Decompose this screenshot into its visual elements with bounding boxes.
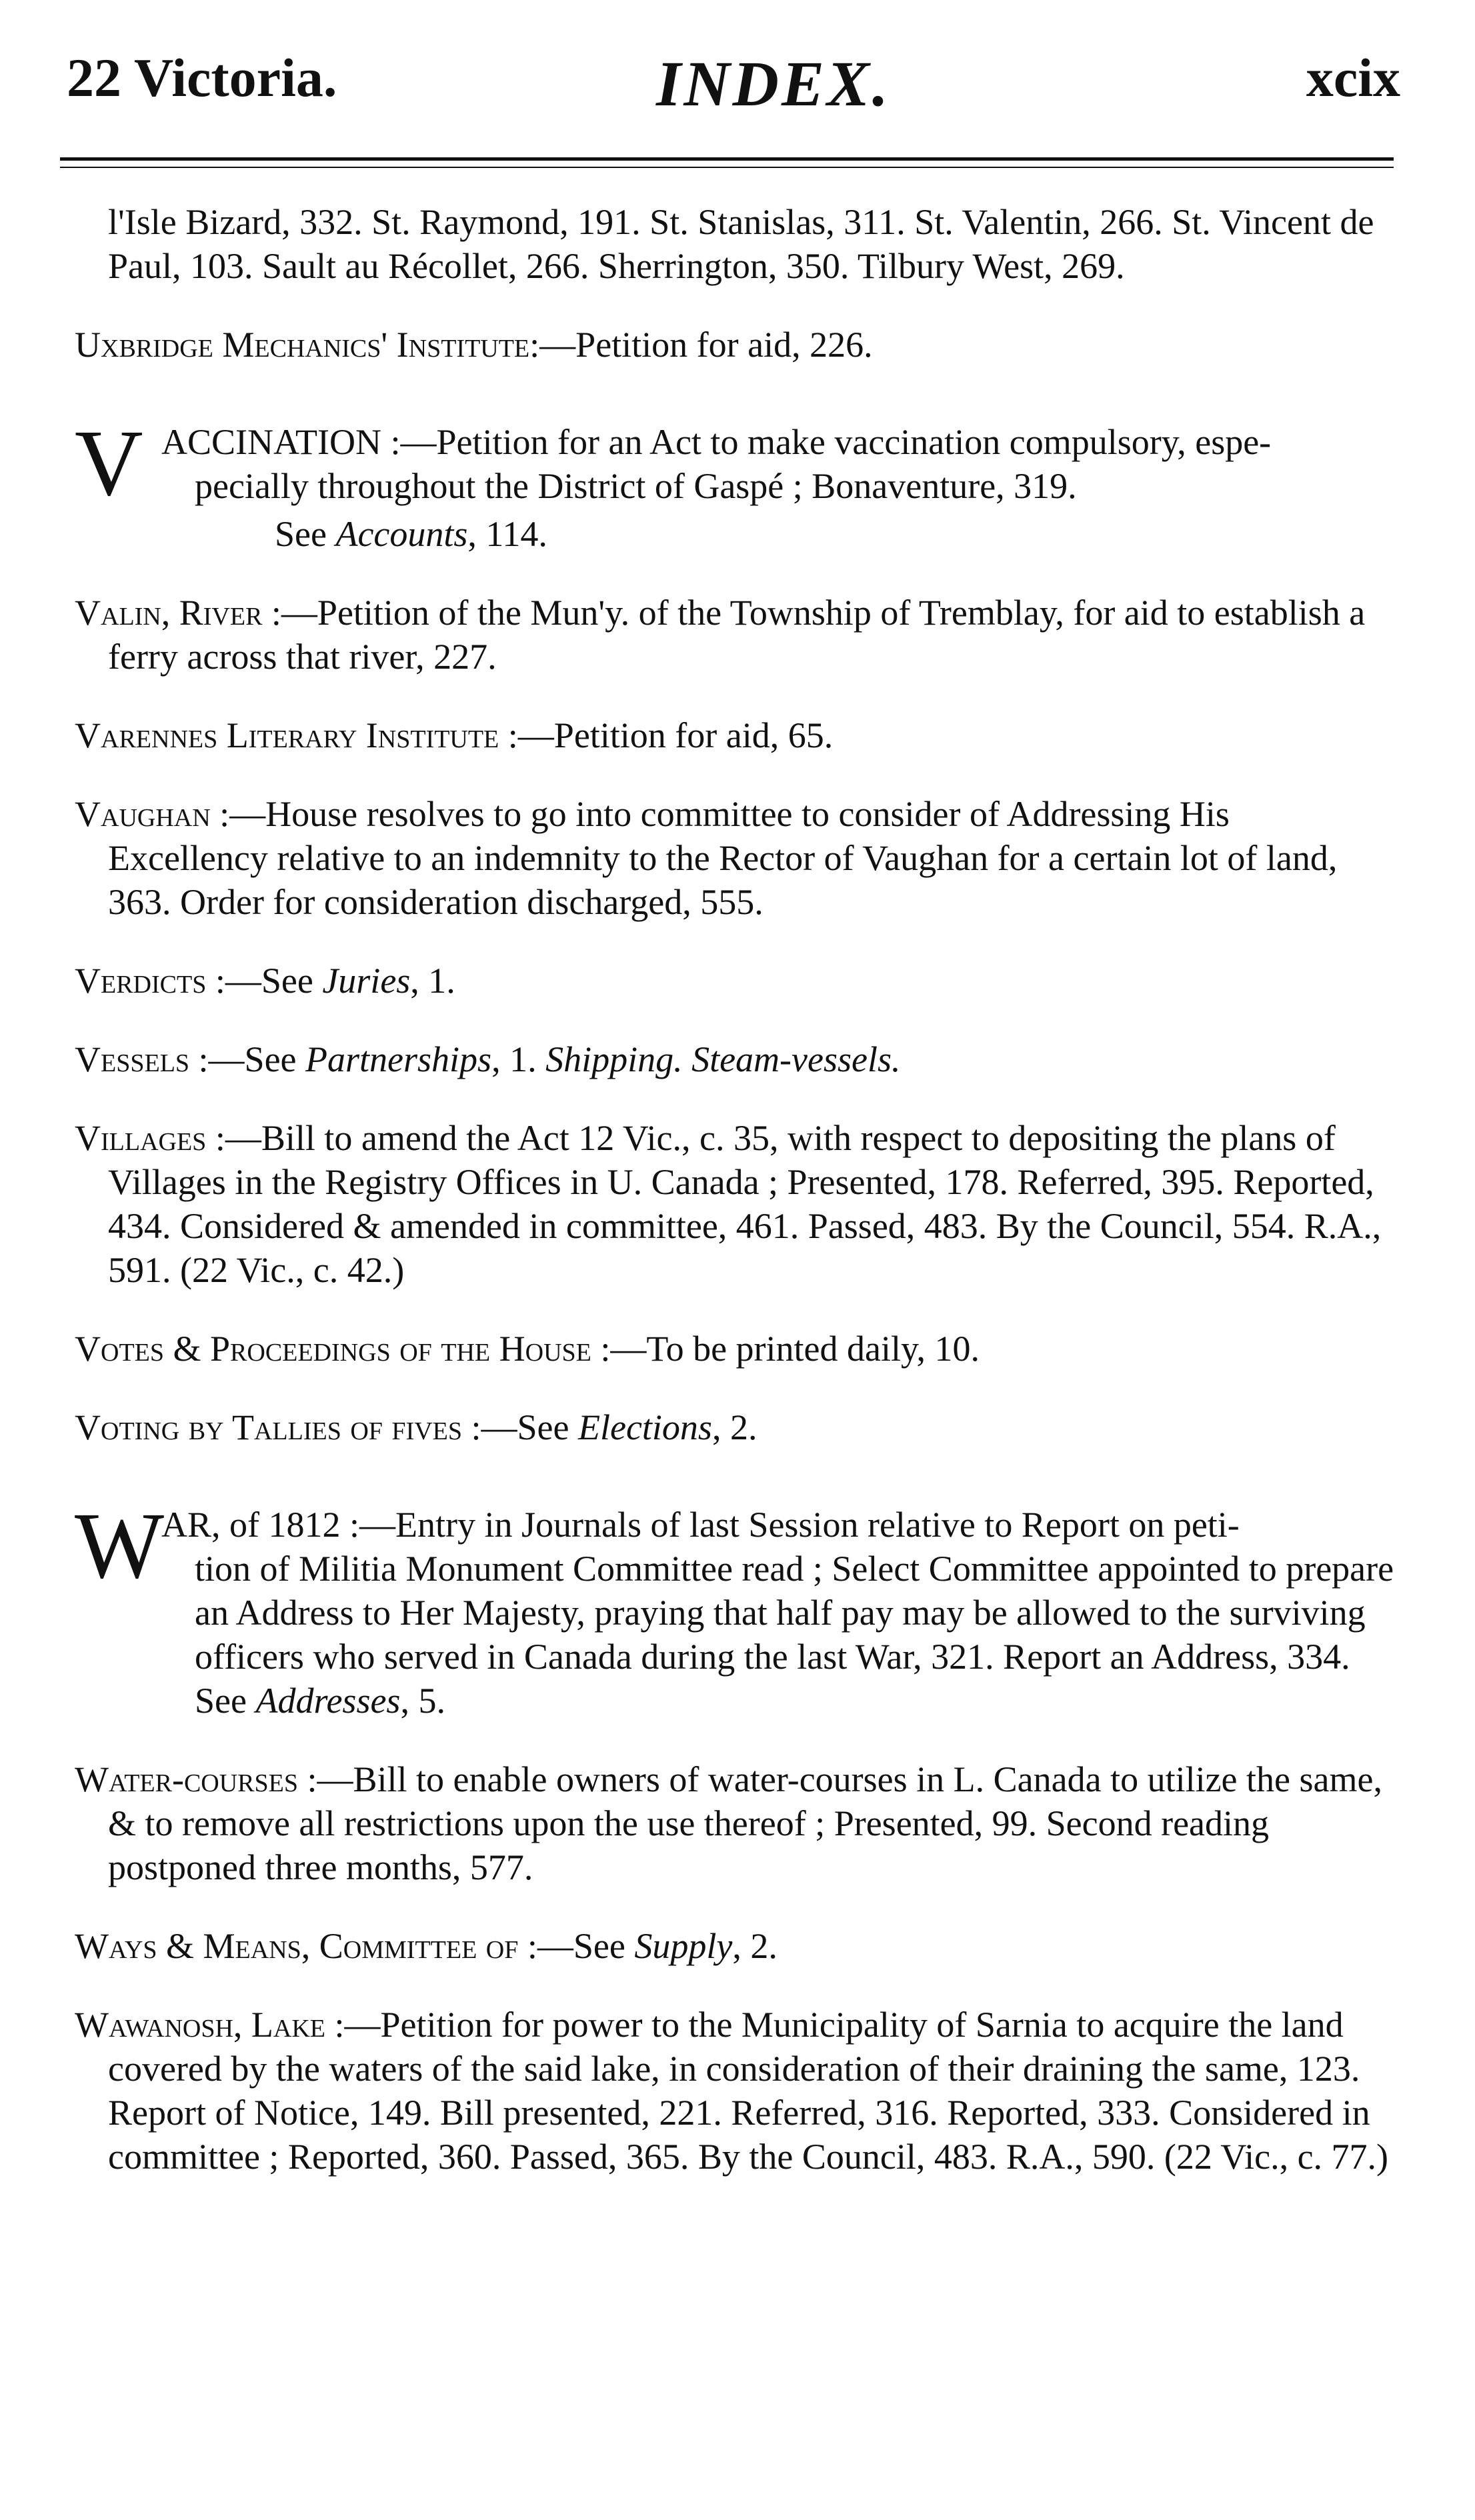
entry-head: Ways & Means, Committee of	[75, 1926, 519, 1966]
entry-head: Varennes Literary Institute	[75, 715, 499, 755]
entry-head: Vaughan	[75, 794, 211, 834]
entry-head: Verdicts	[75, 961, 207, 1001]
index-entry-villages: Villages :—Bill to amend the Act 12 Vic., c. 35, with respect to depositing the plans of Villages in the Registry Offices in U. Canada ; Presented, 178. Referred, 395. Reported, 434. Considered & amended in committee, 461. Passed, 483. By the Council, 554. R.A., 591. (22 Vic., c. 42.)	[75, 1118, 1382, 1290]
entry-head: Valin, River	[75, 593, 263, 633]
index-entry-verdicts: Verdicts :—See Juries, 1.	[75, 961, 455, 1001]
index-body	[75, 200, 1395, 2179]
index-entry-vaccination: V ACCINATION :—Petition for an Act to make vaccination compulsory, espe- pecially throughout the District of Gaspé ; Bonaventure, 319.	[75, 410, 1272, 515]
drop-cap: W	[75, 1493, 165, 1598]
index-entry-uxbridge: Uxbridge Mechanics' Institute:—Petition for aid, 226.	[75, 325, 873, 365]
cross-reference: See Accounts, 114.	[275, 514, 547, 554]
session-label: 22 Victoria.	[67, 47, 337, 108]
entry-head: ACCINATION	[161, 422, 381, 462]
entry-head: Uxbridge Mechanics' Institute	[75, 325, 530, 365]
continued-entry: l'Isle Bizard, 332. St. Raymond, 191. St. Stanislas, 311. St. Valentin, 266. St. Vincent de Paul, 103. Sault au Récollet, 266. Sherrington, 350. Tilbury West, 269.	[108, 202, 1374, 286]
index-entry-valin: Valin, River :—Petition of the Mun'y. of the Township of Tremblay, for aid to establish a ferry across that river, 227.	[75, 593, 1366, 677]
index-entry-vessels: Vessels :—See Partnerships, 1. Shipping. Steam-vessels.	[75, 1039, 901, 1079]
entry-head: Votes & Proceedings of the House	[75, 1329, 591, 1369]
page-title: INDEX.	[655, 48, 892, 119]
index-entry-water-courses: Water-courses :—Bill to enable owners of water-courses in L. Canada to utilize the same, & to remove all restrictions upon the use thereof ; Presented, 99. Second reading postponed three months, 577.	[75, 1759, 1382, 1887]
entry-head: Voting by Tallies of fives	[75, 1407, 463, 1447]
index-entry-ways-and-means: Ways & Means, Committee of :—See Supply, 2.	[75, 1926, 778, 1966]
drop-cap: V	[75, 410, 143, 515]
index-entry-varennes: Varennes Literary Institute :—Petition for aid, 65.	[75, 715, 834, 755]
index-entry-war-of-1812: W AR, of 1812 :—Entry in Journals of last Session relative to Report on peti- tion of Militia Monument Committee read ; Select Committee appointed to prepare an Address to Her Majesty, praying that half pay may be allowed to the surviving officers who served in Canada during the last War, 321. Report an Address, 334. See Addresses, 5.	[75, 1493, 1394, 1721]
entry-head: AR, of 1812	[161, 1505, 341, 1545]
header-rule-thin	[60, 167, 1394, 168]
entry-head: Vessels	[75, 1039, 190, 1079]
entry-head: Wawanosh, Lake	[75, 2005, 326, 2045]
page-number: xcix	[1306, 47, 1400, 108]
index-entry-vaughan: Vaughan :—House resolves to go into committee to consider of Addressing His Excellency relative to an indemnity to the Rector of Vaughan for a certain lot of land, 363. Order for consideration discharged, 555.	[75, 794, 1338, 922]
index-entry-votes: Votes & Proceedings of the House :—To be printed daily, 10.	[75, 1329, 980, 1369]
index-entry-voting: Voting by Tallies of fives :—See Elections, 2.	[75, 1407, 758, 1447]
index-entry-wawanosh: Wawanosh, Lake :—Petition for power to the Municipality of Sarnia to acquire the land covered by the waters of the said lake, in consideration of their draining the same, 123. Report of Notice, 149. Bill presented, 221. Referred, 316. Reported, 333. Considered in committee ; Reported, 360. Passed, 365. By the Council, 483. R.A., 590. (22 Vic., c. 77.)	[75, 2005, 1389, 2177]
header-rule-thick	[60, 157, 1394, 161]
running-header	[67, 47, 1400, 120]
entry-head: Water-courses	[75, 1759, 299, 1799]
entry-head: Villages	[75, 1118, 207, 1158]
